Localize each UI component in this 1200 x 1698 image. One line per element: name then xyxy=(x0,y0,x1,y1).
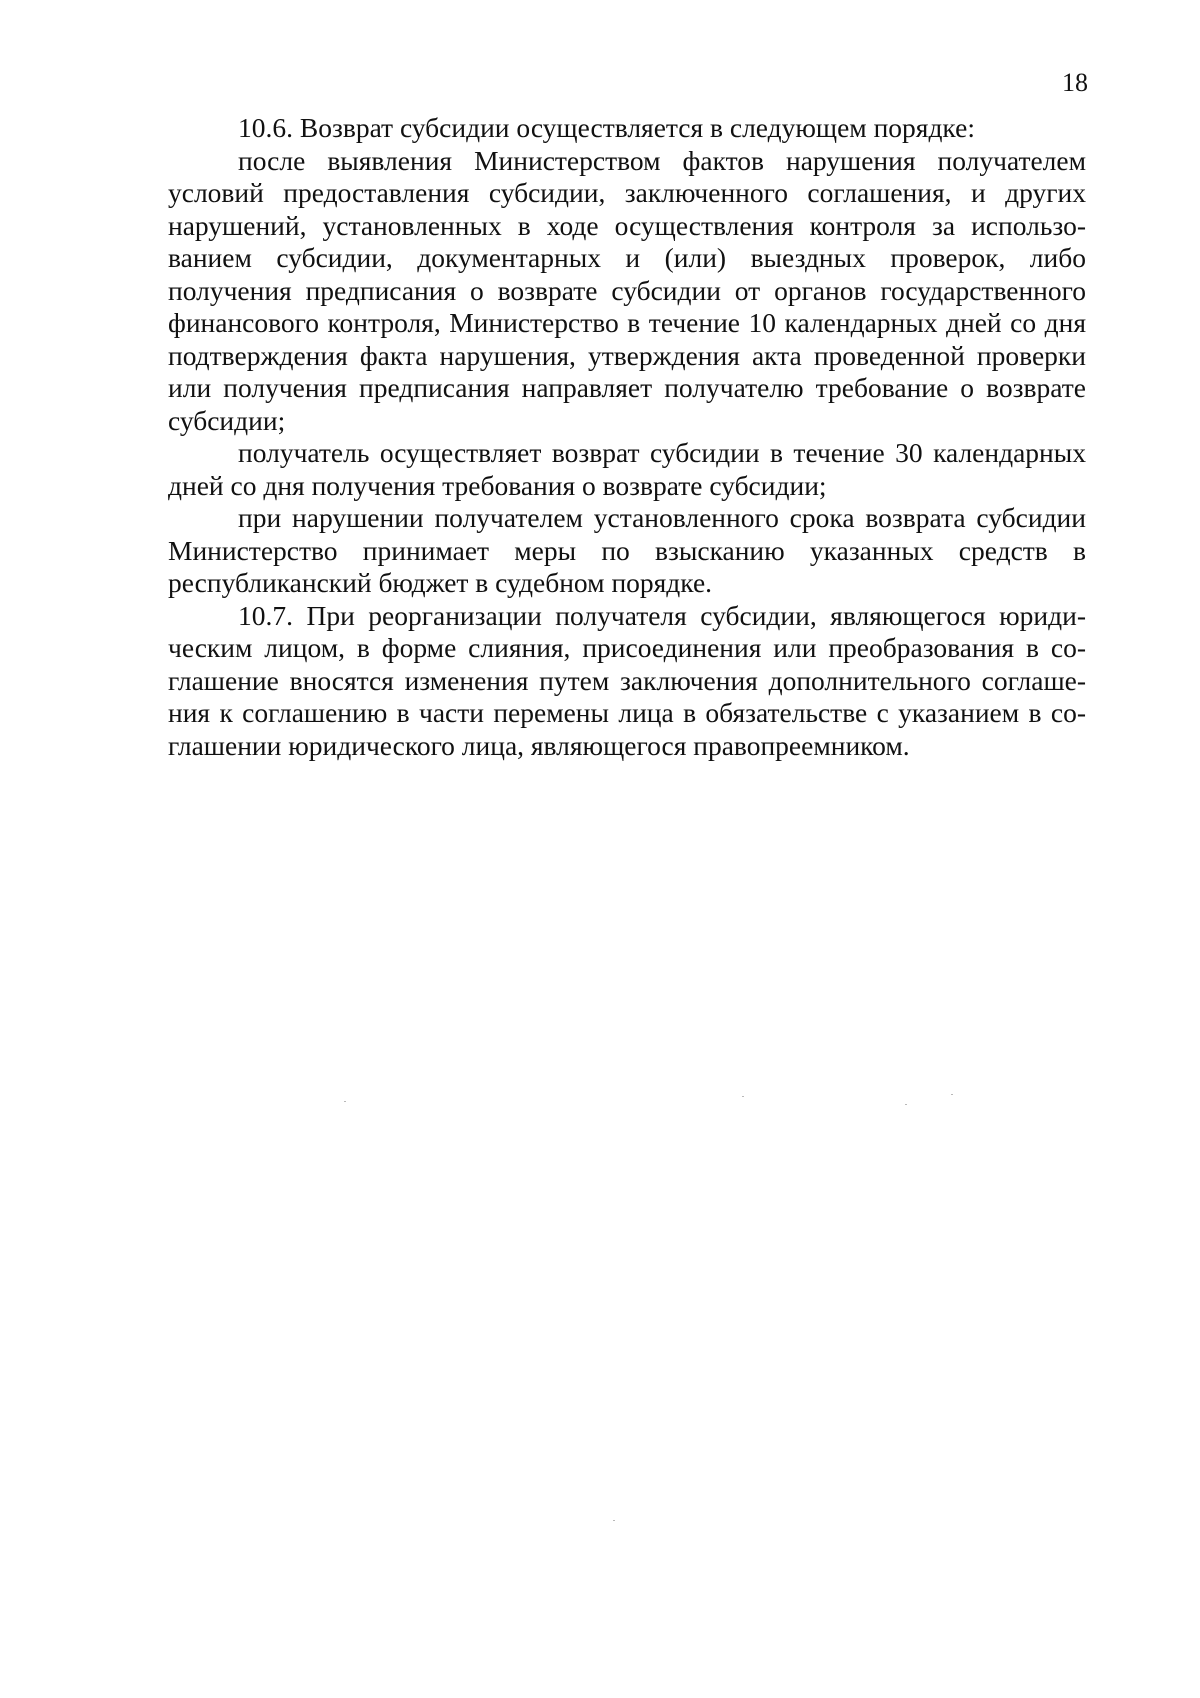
paragraph-10-7-reorganization: 10.7. При реорганизации получателя субсидии, являющегося юридическим лицом, в форме слияния, присоединения или преобразования в соглашение вносятся изменения путем заключения дополнительного соглашения к соглашению в части перемены лица в обязательстве с указанием в соглашении юридического лица, являющегося правопреемником. xyxy=(168,599,1086,761)
scan-speck xyxy=(951,1094,953,1095)
scan-speck xyxy=(742,1096,744,1097)
paragraph-10-6-heading: 10.6. Возврат субсидии осуществляется в следующем порядке: xyxy=(238,112,975,143)
paragraph-refund-term: получатель осуществляет возврат субсидии в течение 30 календарных дней со дня получения требования о возврате субсидии; xyxy=(168,437,1086,501)
scan-speck xyxy=(344,1101,346,1102)
scan-speck xyxy=(613,1520,615,1521)
document-body xyxy=(168,112,1086,762)
paragraph-refund-demand: после выявления Министерством фактов нарушения получателем условий предоставления субсидии, заключенного соглашения, и других нарушений, установленных в ходе осуществления контроля за использованием субсидии, документарных и (или) выездных проверок, либо получения предписания о возврате субсидии от органов государственного финансового контроля, Министерство в течение 10 календарных дней со дня подтверждения факта нарушения, утверждения акта проведенной проверки или получения предписания направляет получателю требование о возврате субсидии; xyxy=(168,144,1086,436)
scan-speck xyxy=(905,1104,907,1105)
page-number: 18 xyxy=(1062,68,1088,97)
paragraph-court-recovery: при нарушении получателем установленного срока возврата субсидии Министерство принимает меры по взысканию указанных средств в республиканский бюджет в судебном порядке. xyxy=(168,502,1086,598)
